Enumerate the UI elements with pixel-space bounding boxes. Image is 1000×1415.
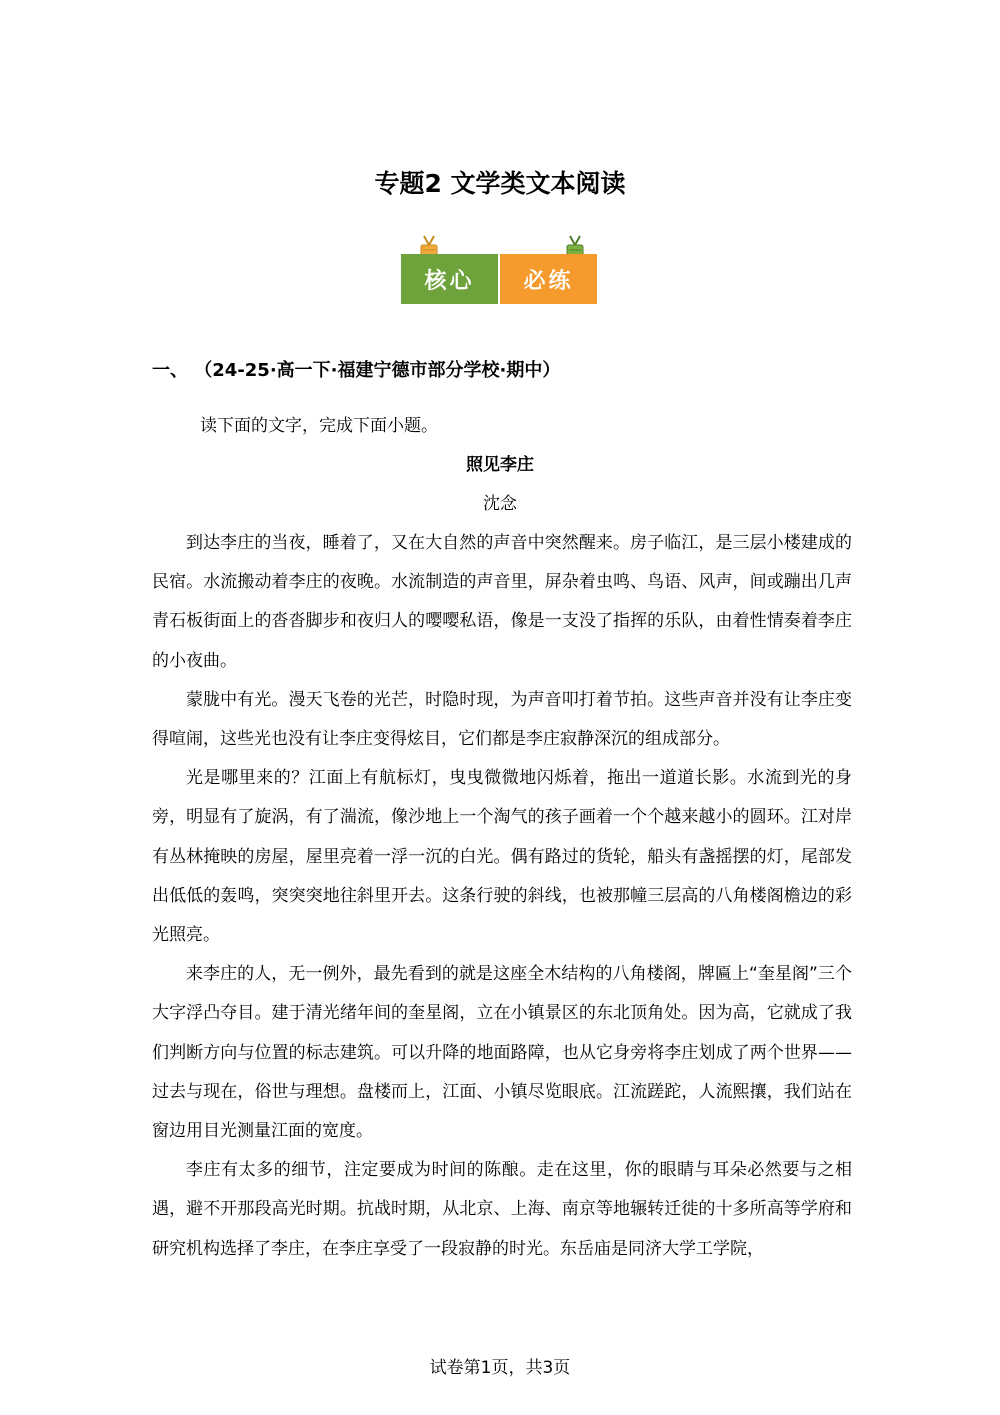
article-body — [152, 524, 852, 1269]
page-title: 专题2 文学类文本阅读 — [374, 169, 626, 198]
article-paragraph: 来李庄的人，无一例外，最先看到的就是这座全木结构的八角楼阁，牌匾上“奎星阁”三个大字浮凸夺目。建于清光绪年间的奎星阁，立在小镇景区的东北顶角处。因为高，它就成了我们判断方向与位置的标志建筑。可以升降的地面路障，也从它身旁将李庄划成了两个世界——过去与现在，俗世与理想。盘楼而上，江面、小镇尽览眼底。江流蹉跎，人流熙攘，我们站在窗边用目光测量江面的宽度。 — [152, 964, 852, 1142]
reading-instruction: 读下面的文字，完成下面小题。 — [200, 416, 438, 436]
article-paragraph: 李庄有太多的细节，注定要成为时间的陈酿。走在这里，你的眼睛与耳朵必然要与之相遇，避不开那段高光时期。抗战时期，从北京、上海、南京等地辗转迁徙的十多所高等学府和研究机构选择了李庄，在李庄享受了一段寂静的时光。东岳庙是同济大学工学院， — [152, 1160, 852, 1259]
article-paragraph: 光是哪里来的？江面上有航标灯，曳曳微微地闪烁着，拖出一道道长影。水流到光的身旁，明显有了旋涡，有了湍流，像沙地上一个淘气的孩子画着一个个越来越小的圆环。江对岸有丛林掩映的房屋，屋里亮着一浮一沉的白光。偶有路过的货轮，船头有盏摇摆的灯，尾部发出低低的轰鸣，突突突地往斜里开去。这条行驶的斜线，也被那幢三层高的八角楼阁檐边的彩光照亮。 — [152, 768, 852, 946]
article-paragraph: 蒙胧中有光。漫天飞卷的光芒，时隐时现，为声音叩打着节拍。这些声音并没有让李庄变得喧闹，这些光也没有让李庄变得炫目，它们都是李庄寂静深沉的组成部分。 — [152, 689, 852, 750]
article-paragraph: 到达李庄的当夜，睡着了，又在大自然的声音中突然醒来。房子临江，是三层小楼建成的民宿。水流搬动着李庄的夜晚。水流制造的声音里，屏杂着虫鸣、鸟语、风声，间或蹦出几声青石板街面上的沓沓脚步和夜归人的嘤嘤私语，像是一支没了指挥的乐队，由着性情奏着李庄的小夜曲。 — [152, 533, 852, 671]
banner-label-core: 核心 — [401, 254, 498, 304]
article-title: 照见李庄 — [466, 455, 534, 475]
page-footer: 试卷第1页，共3页 — [429, 1358, 571, 1378]
article-author: 沈念 — [483, 494, 517, 514]
banner-label-practice: 必练 — [500, 254, 597, 304]
core-practice-banner — [401, 234, 597, 306]
section-heading: 一、 （24-25·高一下·福建宁德市部分学校·期中） — [152, 360, 561, 381]
